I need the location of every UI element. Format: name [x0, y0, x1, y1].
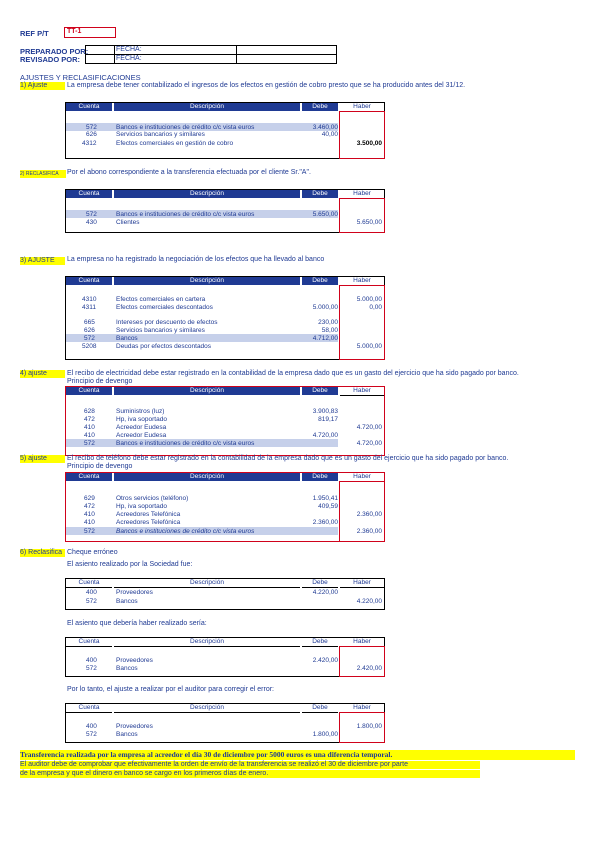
t5-r3-haber: 2.360,00 — [356, 511, 382, 518]
col-debe: Debe — [302, 704, 338, 713]
footer-title-bg — [20, 750, 575, 760]
col-debe: Debe — [302, 387, 338, 395]
section-4-text: El recibo de electricidad debe estar registrado en la contabilidad de la empresa dado que es un gasto del ejercicio que ha sido pagado por banco. — [67, 370, 519, 377]
section-5-text: El recibo de teléfono debe estar registrado en la contabilidad de la empresa dado que es un gasto del ejercicio que ha sido pagado por banco. — [67, 455, 509, 462]
t5-r4-desc: Acreedores Telefónica — [116, 519, 181, 526]
t5-r2-cuenta: 472 — [84, 503, 95, 510]
table-3 — [65, 276, 385, 360]
col-debe: Debe — [302, 579, 338, 588]
col-haber: Haber — [340, 704, 384, 713]
section-6-sub2: El asiento que debería haber realizado sería: — [67, 620, 207, 627]
col-debe: Debe — [302, 277, 338, 285]
t1-r3-haber: 3.500,00 — [356, 140, 382, 147]
t2-r2-haber: 5.650,00 — [356, 219, 382, 226]
t6b-r2-cuenta: 572 — [86, 665, 97, 672]
t4-r5-haber: 4.720,00 — [356, 440, 382, 447]
t3-r6-desc: Deudas por efectos descontados — [116, 343, 212, 350]
t5-r4-debe: 2.360,00 — [312, 519, 338, 526]
t4-r3-cuenta: 410 — [84, 424, 95, 431]
t6b-r1-debe: 2.420,00 — [312, 657, 338, 664]
table-6c — [65, 703, 385, 743]
t2-r1-cuenta: 572 — [86, 211, 97, 218]
t1-r2-desc: Servicios bancarios y similares — [116, 131, 205, 138]
t4-r1-desc: Suministros (luz) — [116, 408, 165, 415]
t6a-r2-haber: 4.220,00 — [356, 598, 382, 605]
t5-r5-desc: Bancos e instituciones de crédito c/c vista euros — [116, 528, 255, 535]
t3-r6-haber: 5.000,00 — [356, 343, 382, 350]
t6b-r2-desc: Bancos — [116, 665, 138, 672]
col-cuenta: Cuenta — [66, 638, 112, 647]
section-1-text: La empresa debe tener contabilizado el ingresos de los efectos en gestión de cobro presto que se ha producido antes del 31/12. — [67, 82, 466, 89]
col-cuenta: Cuenta — [66, 277, 112, 285]
t3-r2-debe: 5.000,00 — [312, 304, 338, 311]
t3-r2-haber: 0,00 — [369, 304, 382, 311]
footer-title: Transferencia realizada por la empresa al acreedor el día 30 de diciembre por 5000 euros es una diferencia temporal. — [20, 750, 393, 759]
t1-r3-desc: Efectos comerciales en gestión de cobro — [116, 140, 234, 147]
footer-line-2: de la empresa y que el dinero en banco se cargo en los primeros días de enero. — [20, 770, 480, 778]
section-6-text: Cheque erróneo — [67, 549, 118, 556]
footer-line-1: El auditor debe de comprobar que efectivamente la orden de envío de la transferencia se realizó el 30 de diciembre por parte — [20, 761, 480, 769]
col-haber: Haber — [340, 190, 384, 199]
t3-r3-desc: Intereses por descuento de efectos — [116, 319, 218, 326]
t6a-r2-cuenta: 572 — [86, 598, 97, 605]
col-descripcion: Descripción — [114, 704, 300, 713]
t5-r4-cuenta: 410 — [84, 519, 95, 526]
table-1 — [65, 102, 385, 159]
t4-r2-debe: 819,17 — [318, 416, 338, 423]
t3-r4-debe: 58,00 — [321, 327, 338, 334]
section-6-sub3: Por lo tanto, el ajuste a realizar por el auditor para corregir el error: — [67, 686, 274, 693]
section-3-tag: 3) AJUSTE — [20, 257, 65, 265]
table-2 — [65, 189, 385, 233]
t4-r1-debe: 3.900,83 — [312, 408, 338, 415]
col-haber: Haber — [340, 277, 384, 286]
col-descripcion: Descripción — [114, 638, 300, 647]
t6a-r1-cuenta: 400 — [86, 589, 97, 596]
col-descripcion: Descripción — [114, 473, 300, 481]
table-4 — [65, 386, 385, 456]
t3-r5-debe: 4.712,00 — [312, 335, 338, 342]
t4-r3-desc: Acreedor Eudesa — [116, 424, 167, 431]
t2-r2-desc: Clientes — [116, 219, 140, 226]
t2-r1-desc: Bancos e instituciones de crédito c/c vista euros — [116, 211, 255, 218]
col-cuenta: Cuenta — [66, 579, 112, 588]
t6a-r1-debe: 4.220,00 — [312, 589, 338, 596]
t1-r3-cuenta: 4312 — [82, 140, 97, 147]
t4-r5-cuenta: 572 — [84, 440, 95, 447]
col-descripcion: Descripción — [114, 277, 300, 285]
col-cuenta: Cuenta — [66, 704, 112, 713]
t4-r4-desc: Acreedor Eudesa — [116, 432, 167, 439]
col-cuenta: Cuenta — [66, 387, 112, 395]
col-haber: Haber — [340, 579, 384, 588]
t4-r1-cuenta: 628 — [84, 408, 95, 415]
t6b-r1-cuenta: 400 — [86, 657, 97, 664]
t5-r3-cuenta: 410 — [84, 511, 95, 518]
ref-value: TT-1 — [67, 28, 82, 35]
t6a-r1-desc: Proveedores — [116, 589, 153, 596]
t3-r1-desc: Efectos comerciales en cartera — [116, 296, 206, 303]
t6b-r2-haber: 2.420,00 — [356, 665, 382, 672]
t5-r2-debe: 409,59 — [318, 503, 338, 510]
section-4-text2: Principio de devengo — [67, 378, 133, 385]
t4-r5-desc: Bancos e instituciones de crédito c/c vista euros — [116, 440, 255, 447]
ref-label: REF P/T — [20, 29, 49, 38]
t1-r1-debe: 3.460,00 — [312, 124, 338, 131]
col-haber: Haber — [340, 103, 384, 112]
col-debe: Debe — [302, 638, 338, 647]
revisado-label: REVISADO POR: — [20, 55, 81, 64]
table-6b — [65, 637, 385, 677]
section-3-text: La empresa no ha registrado la negociación de los efectos que ha llevado al banco — [67, 256, 325, 263]
t3-r5-cuenta: 572 — [84, 335, 95, 342]
section-2-tag: 2) RECLASIFICA — [20, 170, 66, 178]
t5-r1-cuenta: 629 — [84, 495, 95, 502]
col-descripcion: Descripción — [114, 190, 300, 198]
t3-r2-cuenta: 4311 — [82, 304, 96, 311]
col-haber: Haber — [340, 473, 384, 482]
t5-r5-cuenta: 572 — [84, 528, 95, 535]
t4-r4-debe: 4.720,00 — [312, 432, 338, 439]
t4-r2-desc: Hp, iva soportado — [116, 416, 167, 423]
t3-r2-desc: Efectos comerciales descontados — [116, 304, 213, 311]
t4-r3-haber: 4.720,00 — [356, 424, 382, 431]
t3-r5-desc: Bancos — [116, 335, 138, 342]
t5-r1-desc: Otros servicios (teléfono) — [116, 495, 189, 502]
preparado-label: PREPARADO POR: — [20, 47, 89, 56]
t5-r3-desc: Acreedores Telefónica — [116, 511, 181, 518]
t6c-r1-cuenta: 400 — [86, 723, 97, 730]
t5-r5-haber: 2.360,00 — [356, 528, 382, 535]
t4-r4-cuenta: 410 — [84, 432, 95, 439]
col-descripcion: Descripción — [114, 103, 300, 111]
col-cuenta: Cuenta — [66, 473, 112, 481]
t3-r3-debe: 230,00 — [318, 319, 338, 326]
t5-r2-desc: Hp, iva soportado — [116, 503, 167, 510]
col-debe: Debe — [302, 473, 338, 481]
section-1-tag: 1) Ajuste — [20, 82, 65, 90]
t1-r1-cuenta: 572 — [86, 124, 97, 131]
col-haber: Haber — [340, 387, 384, 396]
t2-r2-cuenta: 430 — [86, 219, 97, 226]
col-cuenta: Cuenta — [66, 103, 112, 111]
section-5-tag: 5) ajuste — [20, 455, 65, 463]
section-6-sub1: El asiento realizado por la Sociedad fue: — [67, 561, 193, 568]
col-haber: Haber — [340, 638, 384, 647]
t2-r1-debe: 5.650,00 — [312, 211, 338, 218]
t6a-r2-desc: Bancos — [116, 598, 138, 605]
t3-r3-cuenta: 665 — [84, 319, 95, 326]
fecha-label-1: FECHA: — [116, 46, 142, 53]
t4-r2-cuenta: 472 — [84, 416, 95, 423]
col-descripcion: Descripción — [114, 387, 300, 395]
t1-r2-debe: 40,00 — [321, 131, 338, 138]
col-debe: Debe — [302, 190, 338, 198]
t5-r1-debe: 1.950,41 — [312, 495, 338, 502]
t3-r1-haber: 5.000,00 — [356, 296, 382, 303]
t6c-r1-haber: 1.800,00 — [356, 723, 382, 730]
t3-r1-cuenta: 4310 — [82, 296, 97, 303]
section-2-text: Por el abono correspondiente a la transferencia efectuada por el cliente Sr."A". — [67, 169, 311, 176]
fecha-label-2: FECHA: — [116, 55, 142, 62]
t6c-r2-desc: Bancos — [116, 731, 138, 738]
col-cuenta: Cuenta — [66, 190, 112, 198]
section-5-text2: Principio de devengo — [67, 463, 133, 470]
t1-r2-cuenta: 626 — [86, 131, 97, 138]
ref-box[interactable] — [64, 27, 116, 38]
col-debe: Debe — [302, 103, 338, 111]
col-descripcion: Descripción — [114, 579, 300, 588]
t6b-r1-desc: Proveedores — [116, 657, 153, 664]
t6c-r2-cuenta: 572 — [86, 731, 97, 738]
t3-r6-cuenta: 5208 — [82, 343, 97, 350]
table-6a — [65, 578, 385, 610]
main-title: AJUSTES Y RECLASIFICACIONES — [20, 73, 141, 82]
signature-box — [85, 45, 337, 64]
t1-r1-desc: Bancos e instituciones de crédito c/c vista euros — [116, 124, 255, 131]
t3-r4-cuenta: 626 — [84, 327, 95, 334]
section-4-tag: 4) ajuste — [20, 370, 65, 378]
t6c-r2-debe: 1.800,00 — [312, 731, 338, 738]
t6c-r1-desc: Proveedores — [116, 723, 153, 730]
table-5 — [65, 472, 385, 542]
section-6-tag: 6) Reclasifica — [20, 549, 65, 557]
t3-r4-desc: Servicios bancarios y similares — [116, 327, 205, 334]
